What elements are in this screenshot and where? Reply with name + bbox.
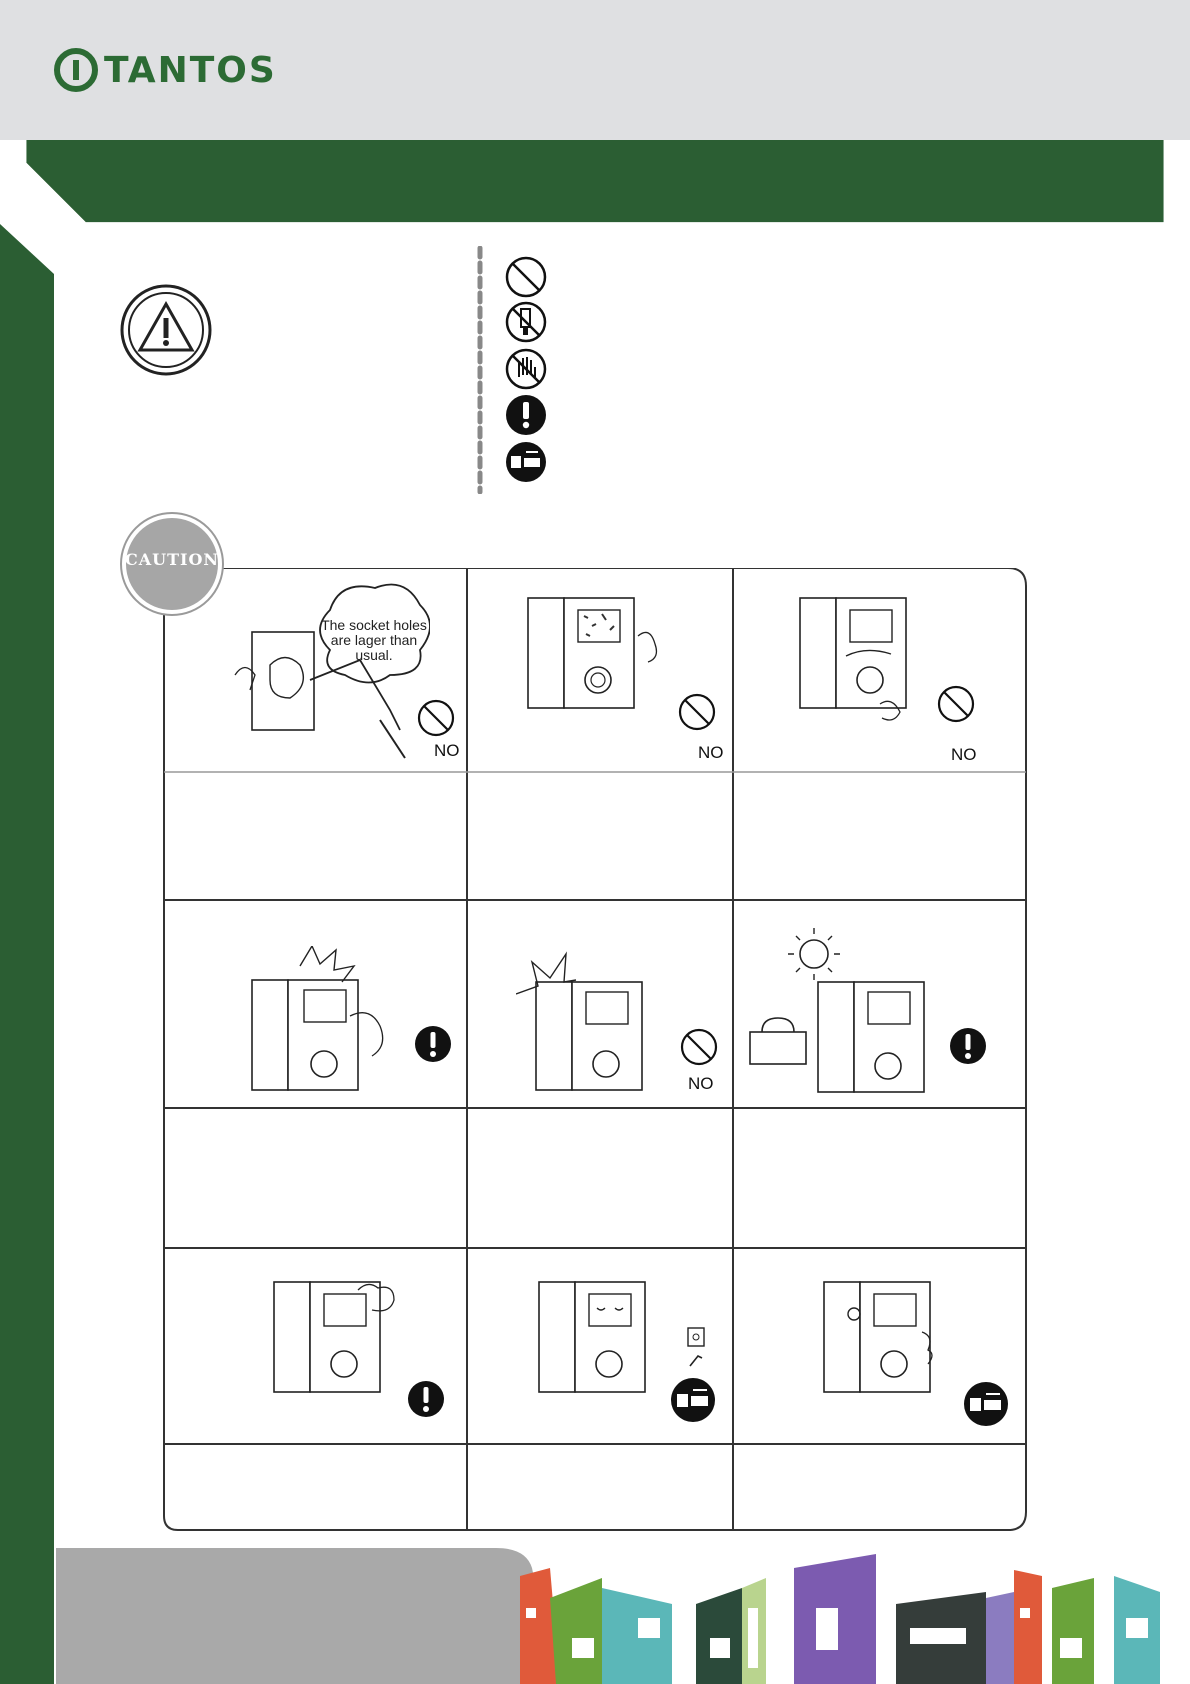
warning-icon <box>118 282 214 378</box>
socket-illustration <box>230 580 430 760</box>
intercom-knock-illustration <box>516 942 646 1092</box>
panel-2-no-label: NO <box>698 743 724 762</box>
unplug-icon <box>504 440 548 484</box>
panel-5-prohibited-icon <box>679 1027 719 1067</box>
panel-2-prohibited-icon <box>677 692 717 732</box>
panel-3-no-label: NO <box>951 745 977 764</box>
panel-7-mandatory-icon <box>406 1379 446 1419</box>
mandatory-icon <box>504 393 548 437</box>
intercom-dust-illustration <box>500 596 670 716</box>
do-not-touch-icon <box>504 347 548 391</box>
caution-badge: CAUTION <box>124 550 220 569</box>
wall-socket-icon <box>684 1326 708 1370</box>
panel-9-unplug-icon <box>962 1380 1010 1428</box>
panel-1-prohibited-icon <box>416 698 456 738</box>
panel-3-prohibited-icon <box>936 684 976 724</box>
bottom-grey-panel <box>56 1548 556 1684</box>
intercom-unplug-illustration <box>537 1280 657 1400</box>
legend-divider <box>476 246 484 494</box>
intercom-smoke-illustration <box>272 1280 402 1400</box>
panel-6-mandatory-icon <box>948 1026 988 1066</box>
prohibited-icon <box>504 255 548 299</box>
green-side-bar <box>0 224 60 1684</box>
panel-4-mandatory-icon <box>413 1024 453 1064</box>
city-buildings-illustration <box>520 1548 1180 1684</box>
intercom-wet-hands-illustration <box>796 596 926 726</box>
panel-1-speech: The socket holes are lager than usual. <box>321 617 427 663</box>
intercom-fault-illustration <box>822 1280 942 1400</box>
intercom-impact-illustration <box>250 946 390 1092</box>
no-disassemble-icon <box>504 300 548 344</box>
tantos-logo-icon <box>54 48 98 92</box>
brand-logo <box>54 46 277 94</box>
intercom-heat-illustration <box>748 924 928 1094</box>
panel-5-no-label: NO <box>688 1074 714 1093</box>
panel-1-no-label: NO <box>434 741 460 760</box>
brand-name: TANTOS <box>104 49 277 91</box>
green-banner <box>0 140 1190 226</box>
panel-8-unplug-icon <box>669 1376 717 1424</box>
